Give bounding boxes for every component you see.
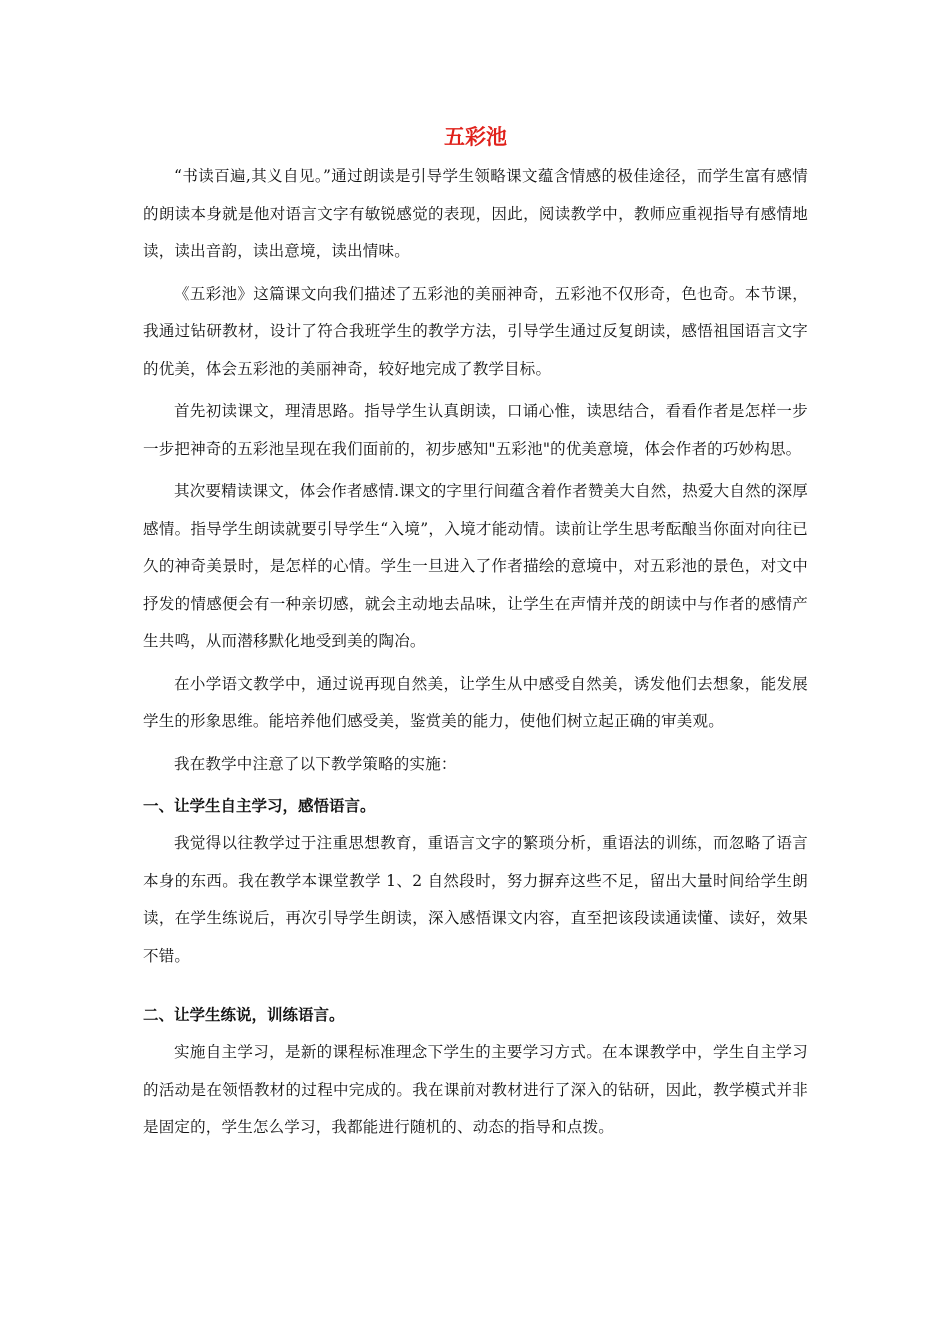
document-title: 五彩池 [444, 125, 507, 149]
section-1-paragraph: 我觉得以往教学过于注重思想教育，重语言文字的繁琐分析，重语法的训练，而忽略了语言本身的东西。我在教学本课堂教学 1、2 自然段时，努力摒弃这些不足，留出大量时间给学生朗读，在学生练说后，再次引导学生朗读，深入感悟课文内容，直至把该段读通读懂、读好，效果不错。 [143, 834, 808, 965]
paragraph-first-reading: 首先初读课文，理清思路。指导学生认真朗读，口诵心惟，读思结合，看看作者是怎样一步一步把神奇的五彩池呈现在我们面前的，初步感知"五彩池"的优美意境，体会作者的巧妙构思。 [143, 402, 808, 458]
paragraph-natural-beauty: 在小学语文教学中，通过说再现自然美，让学生从中感受自然美，诱发他们去想象，能发展学生的形象思维。能培养他们感受美，鉴赏美的能力，使他们树立起正确的审美观。 [143, 674, 808, 730]
paragraph-intro: “书读百遍,其义自见。”通过朗读是引导学生领略课文蕴含情感的极佳途径，而学生富有感情的朗读本身就是他对语言文字有敏锐感觉的表现，因此，阅读教学中，教师应重视指导有感情地读，读出音韵，读出意境，读出情味。 [143, 167, 808, 260]
section-heading-2: 二、让学生练说，训练语言。 [143, 1006, 345, 1024]
paragraph-lesson-overview: 《五彩池》这篇课文向我们描述了五彩池的美丽神奇，五彩池不仅形奇，色也奇。本节课，我通过钻研教材，设计了符合我班学生的教学方法，引导学生通过反复朗读，感悟祖国语言文字的优美，体会五彩池的美丽神奇，较好地完成了教学目标。 [143, 284, 808, 378]
paragraph-close-reading: 其次要精读课文，体会作者感情.课文的字里行间蕴含着作者赞美大自然，热爱大自然的深厚感情。指导学生朗读就要引导学生“入境”，入境才能动情。读前让学生思考酝酿当你面对向往已久的神奇美景时，是怎样的心情。学生一旦进入了作者描绘的意境中，对五彩池的景色，对文中抒发的情感便会有一种亲切感，就会主动地去品味，让学生在声情并茂的朗读中与作者的感情产生共鸣，从而潜移默化地受到美的陶冶。 [143, 482, 808, 650]
paragraph-strategies-intro: 我在教学中注意了以下教学策略的实施： [174, 754, 457, 773]
section-heading-1: 一、让学生自主学习，感悟语言。 [143, 797, 376, 815]
document-page [143, 120, 808, 1152]
section-2-paragraph: 实施自主学习，是新的课程标准理念下学生的主要学习方式。在本课教学中，学生自主学习的活动是在领悟教材的过程中完成的。我在课前对教材进行了深入的钻研，因此，教学模式并非是固定的，学生怎么学习，我都能进行随机的、动态的指导和点拨。 [143, 1043, 808, 1136]
